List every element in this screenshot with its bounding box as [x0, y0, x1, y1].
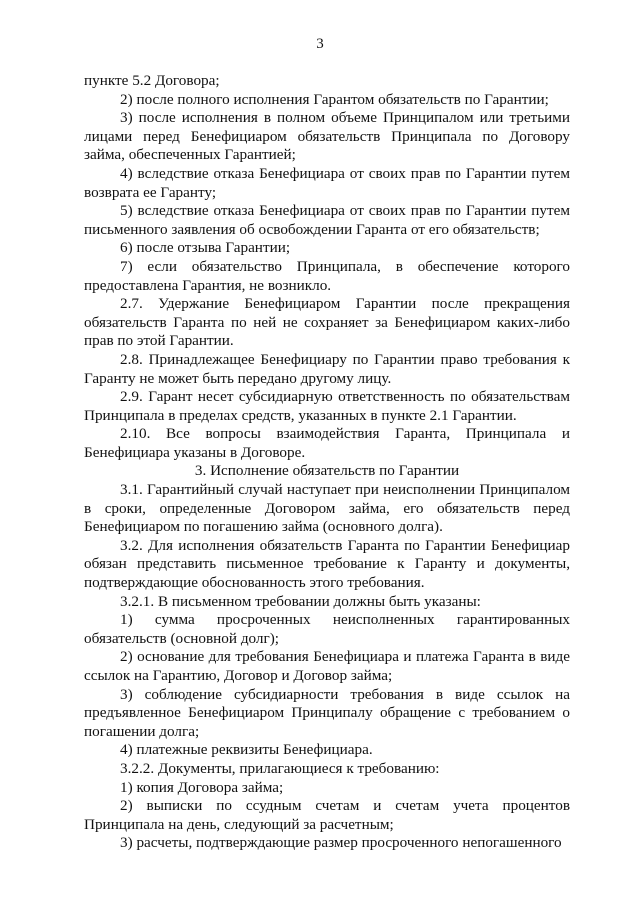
paragraph: 3.2. Для исполнения обязательств Гаранта по Гарантии Бенефициар обязан представить письменное требование к Гаранту и документы, подтверждающие обоснованность этого требования.: [84, 536, 570, 592]
paragraph: пункте 5.2 Договора;: [84, 72, 220, 89]
paragraph: 3.2.1. В письменном требовании должны быть указаны:: [120, 592, 481, 610]
paragraph: 4) вследствие отказа Бенефициара от своих прав по Гарантии путем возврата ее Гаранту;: [84, 164, 570, 201]
section-heading: 3. Исполнение обязательств по Гарантии: [194, 462, 460, 480]
paragraph: 5) вследствие отказа Бенефициара от своих прав по Гарантии путем письменного заявления об освобождении Гаранта от его обязательств;: [84, 202, 570, 238]
paragraph: 7) если обязательство Принципала, в обеспечение которого предоставлена Гарантия, не возникло.: [84, 257, 570, 294]
paragraph: 2) основание для требования Бенефициара и платежа Гаранта в виде ссылок на Гарантию, Договор и Договор займа;: [84, 648, 570, 684]
paragraph: 3.1. Гарантийный случай наступает при неисполнении Принципалом в сроки, определенные Договором займа, его обязательств перед Бенефициаром по погашению займа (основного долга).: [84, 481, 570, 536]
paragraph: 2) выписки по ссудным счетам и счетам учета процентов Принципала на день, следующий за расчетным;: [84, 797, 570, 833]
paragraph: 2.9. Гарант несет субсидиарную ответственность по обязательствам Принципала в пределах средств, указанных в пункте 2.1 Гарантии.: [84, 388, 570, 424]
paragraph: 3) после исполнения в полном объеме Принципалом или третьими лицами перед Бенефициаром обязательств Принципала по Договору займа, обеспеченных Гарантией;: [84, 109, 570, 164]
paragraph: 3.2.2. Документы, прилагающиеся к требованию:: [120, 759, 440, 777]
paragraph: 1) копия Договора займа;: [120, 778, 284, 796]
paragraph: 6) после отзыва Гарантии;: [120, 239, 291, 257]
paragraph: 1) сумма просроченных неисполненных гарантированных обязательств (основной долг);: [84, 611, 570, 647]
paragraph: 4) платежные реквизиты Бенефициара.: [120, 741, 373, 759]
paragraph: 2.8. Принадлежащее Бенефициару по Гарантии право требования к Гаранту не может быть передано другому лицу.: [84, 350, 570, 387]
document-body: [84, 72, 570, 853]
paragraph: 2) после полного исполнения Гарантом обязательств по Гарантии;: [120, 90, 549, 108]
paragraph: 3) соблюдение субсидиарности требования в виде ссылок на предъявленное Бенефициаром Принципалу обращение с требованием о погашении долга;: [84, 685, 570, 740]
paragraph: 2.10. Все вопросы взаимодействия Гаранта, Принципала и Бенефициара указаны в Договоре.: [84, 425, 570, 461]
paragraph: 2.7. Удержание Бенефициаром Гарантии после прекращения обязательств Гаранта по ней не сохраняет за Бенефициаром каких-либо прав по этой Гарантии.: [84, 295, 570, 350]
paragraph: 3) расчеты, подтверждающие размер просроченного непогашенного: [120, 834, 562, 852]
page-number: 3: [316, 36, 324, 52]
